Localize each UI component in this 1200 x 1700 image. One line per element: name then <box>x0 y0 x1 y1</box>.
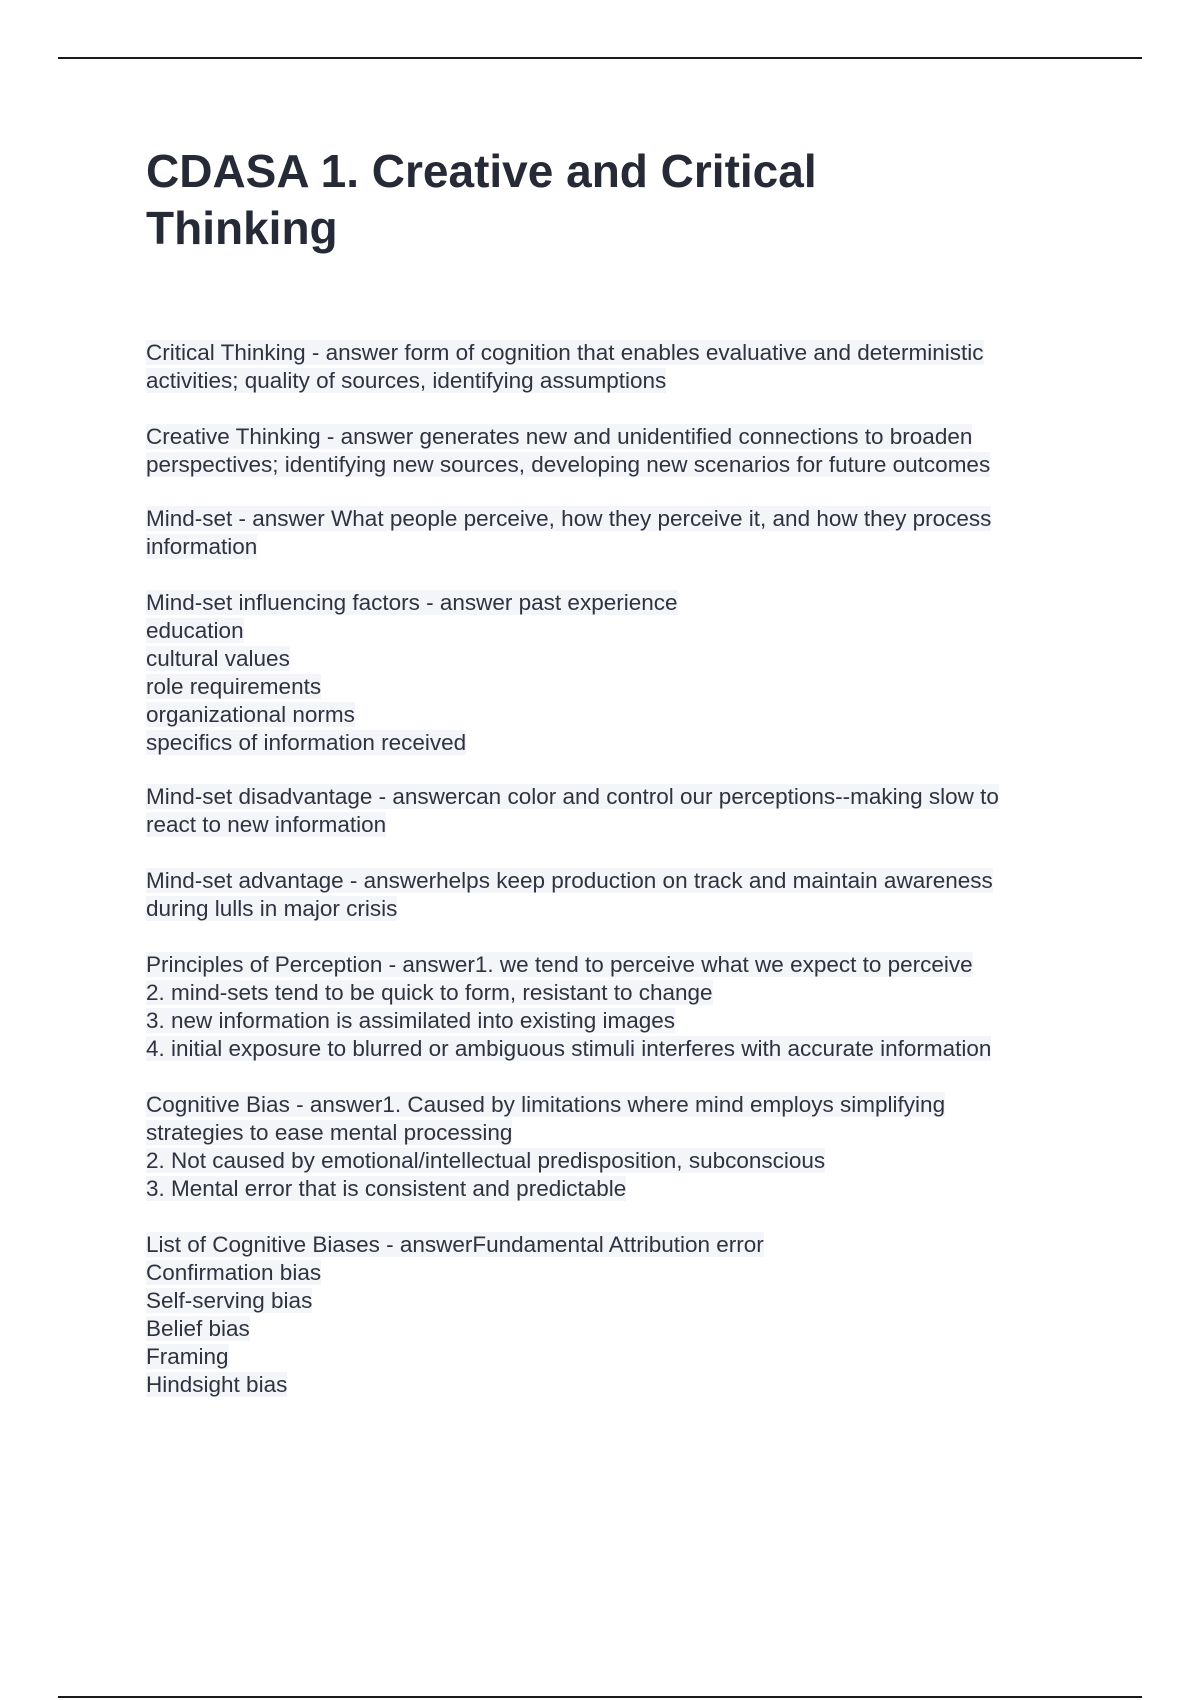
flashcard-entry-principles-of-perception <box>146 951 1086 1063</box>
page-title-line: Thinking <box>146 202 338 254</box>
entry-text-line: role requirements <box>146 674 322 699</box>
entry-text-line: cultural values <box>146 646 290 671</box>
entry-text-line: Creative Thinking - answer generates new and unidentified connections to broaden <box>146 424 973 449</box>
entry-text-line: specifics of information received <box>146 730 467 755</box>
entry-text-line: Cognitive Bias - answer1. Caused by limitations where mind employs simplifying <box>146 1092 946 1117</box>
entry-text-line: 3. new information is assimilated into existing images <box>146 1008 675 1033</box>
entry-text-line: 2. mind-sets tend to be quick to form, resistant to change <box>146 980 713 1005</box>
entry-text-line: Belief bias <box>146 1316 250 1341</box>
entry-text-line: Principles of Perception - answer1. we tend to perceive what we expect to perceive <box>146 952 973 977</box>
entry-text-line: Mind-set advantage - answerhelps keep production on track and maintain awareness <box>146 868 993 893</box>
flashcard-entry-mind-set-factors <box>146 589 1086 757</box>
top-rule <box>58 57 1142 59</box>
entry-text-line: information <box>146 534 258 559</box>
flashcard-entry-critical-thinking <box>146 339 1086 395</box>
entry-text-line: Confirmation bias <box>146 1260 322 1285</box>
page-title <box>146 143 966 257</box>
entry-text-line: react to new information <box>146 812 387 837</box>
entry-text-line: Mind-set - answer What people perceive, how they perceive it, and how they process <box>146 506 992 531</box>
entry-text-line: 2. Not caused by emotional/intellectual predisposition, subconscious <box>146 1148 826 1173</box>
entry-text-line: organizational norms <box>146 702 355 727</box>
entry-text-line: Self-serving bias <box>146 1288 313 1313</box>
flashcard-entry-creative-thinking <box>146 423 1086 479</box>
page-title-line: CDASA 1. Creative and Critical <box>146 145 817 197</box>
entry-text-line: activities; quality of sources, identifying assumptions <box>146 368 667 393</box>
entry-text-line: Mind-set influencing factors - answer past experience <box>146 590 678 615</box>
flashcard-entry-mind-set <box>146 505 1086 561</box>
flashcard-entry-mind-set-advantage <box>146 867 1086 923</box>
entry-text-line: Framing <box>146 1344 229 1369</box>
bottom-rule <box>58 1696 1142 1698</box>
entry-text-line: Hindsight bias <box>146 1372 288 1397</box>
entry-text-line: 4. initial exposure to blurred or ambiguous stimuli interferes with accurate information <box>146 1036 992 1061</box>
entry-text-line: Critical Thinking - answer form of cognition that enables evaluative and deterministic <box>146 340 984 365</box>
entry-text-line: 3. Mental error that is consistent and predictable <box>146 1176 627 1201</box>
flashcard-entry-list-of-cognitive-biases <box>146 1231 1086 1399</box>
flashcard-list <box>146 339 1086 1399</box>
entry-text-line: strategies to ease mental processing <box>146 1120 513 1145</box>
flashcard-entry-mind-set-disadvantage <box>146 783 1086 839</box>
flashcard-entry-cognitive-bias <box>146 1091 1086 1203</box>
entry-text-line: perspectives; identifying new sources, developing new scenarios for future outcomes <box>146 452 991 477</box>
entry-text-line: List of Cognitive Biases - answerFundamental Attribution error <box>146 1232 764 1257</box>
entry-text-line: during lulls in major crisis <box>146 896 398 921</box>
entry-text-line: education <box>146 618 244 643</box>
entry-text-line: Mind-set disadvantage - answercan color and control our perceptions--making slow to <box>146 784 999 809</box>
